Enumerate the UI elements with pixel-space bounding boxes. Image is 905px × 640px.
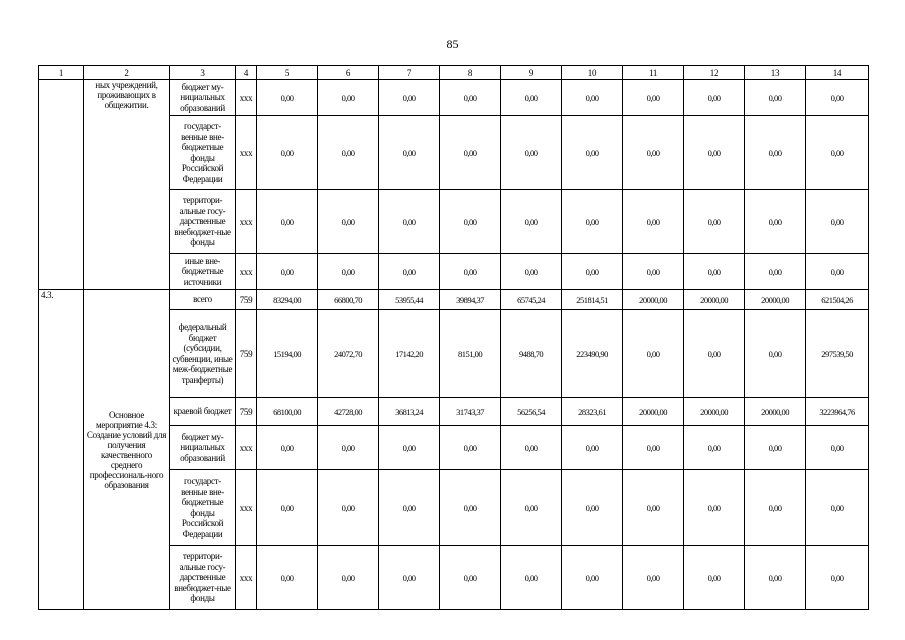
value-cell: 0,00: [318, 426, 379, 470]
value-cell: 0,00: [623, 254, 684, 290]
budget-code-cell: ххх: [236, 546, 257, 610]
budget-code-cell: ххх: [236, 80, 257, 116]
value-cell: 0,00: [806, 546, 869, 610]
value-cell: 0,00: [440, 116, 501, 190]
value-cell: 223490,90: [562, 310, 623, 398]
value-cell: 0,00: [440, 80, 501, 116]
column-header: 9: [501, 66, 562, 80]
value-cell: 0,00: [684, 546, 745, 610]
column-header: 1: [39, 66, 84, 80]
value-cell: 0,00: [440, 190, 501, 254]
value-cell: 251814,51: [562, 290, 623, 310]
value-cell: 0,00: [745, 310, 806, 398]
value-cell: 20000,00: [623, 290, 684, 310]
value-cell: 0,00: [257, 426, 318, 470]
value-cell: 0,00: [623, 80, 684, 116]
value-cell: 0,00: [501, 254, 562, 290]
value-cell: 0,00: [623, 190, 684, 254]
value-cell: 0,00: [501, 80, 562, 116]
value-cell: 0,00: [806, 116, 869, 190]
value-cell: 0,00: [440, 470, 501, 546]
column-header: 14: [806, 66, 869, 80]
value-cell: 0,00: [745, 116, 806, 190]
value-cell: 0,00: [623, 546, 684, 610]
value-cell: 0,00: [806, 470, 869, 546]
value-cell: 0,00: [440, 254, 501, 290]
value-cell: 0,00: [623, 470, 684, 546]
activity-name-cell: ных учреждений, проживающих в общежитии.: [84, 80, 170, 290]
value-cell: 0,00: [318, 546, 379, 610]
value-cell: 0,00: [379, 426, 440, 470]
column-header: 12: [684, 66, 745, 80]
value-cell: 0,00: [379, 190, 440, 254]
value-cell: 0,00: [379, 470, 440, 546]
column-header: 3: [170, 66, 236, 80]
funding-source-cell: всего: [170, 290, 236, 310]
value-cell: 66800,70: [318, 290, 379, 310]
value-cell: 0,00: [257, 116, 318, 190]
value-cell: 0,00: [562, 470, 623, 546]
column-header: 6: [318, 66, 379, 80]
header-row: [39, 66, 869, 80]
funding-source-cell: государст-венные вне-бюджетные фонды Российской Федерации: [170, 470, 236, 546]
value-cell: 0,00: [501, 116, 562, 190]
budget-code-cell: 759: [236, 310, 257, 398]
budget-code-cell: ххх: [236, 116, 257, 190]
value-cell: 0,00: [318, 116, 379, 190]
funding-source-cell: государст-венные вне-бюджетные фонды Российской Федерации: [170, 116, 236, 190]
value-cell: 0,00: [623, 116, 684, 190]
budget-code-cell: ххх: [236, 190, 257, 254]
value-cell: 0,00: [501, 546, 562, 610]
budget-code-cell: ххх: [236, 426, 257, 470]
value-cell: 0,00: [562, 116, 623, 190]
value-cell: 0,00: [684, 254, 745, 290]
value-cell: 20000,00: [684, 398, 745, 426]
value-cell: 20000,00: [623, 398, 684, 426]
value-cell: 39894,37: [440, 290, 501, 310]
item-number-cell: [39, 80, 84, 290]
value-cell: 56256,54: [501, 398, 562, 426]
value-cell: 0,00: [562, 80, 623, 116]
value-cell: 0,00: [745, 254, 806, 290]
value-cell: 0,00: [318, 470, 379, 546]
value-cell: 0,00: [257, 190, 318, 254]
column-header: 4: [236, 66, 257, 80]
value-cell: 0,00: [379, 546, 440, 610]
value-cell: 9488,70: [501, 310, 562, 398]
value-cell: 15194,00: [257, 310, 318, 398]
column-header: 5: [257, 66, 318, 80]
value-cell: 17142,20: [379, 310, 440, 398]
funding-source-cell: бюджет му-нициальных образований: [170, 80, 236, 116]
value-cell: 297539,50: [806, 310, 869, 398]
value-cell: 0,00: [440, 546, 501, 610]
funding-source-cell: федеральный бюджет (субсидии, субвенции, иные меж-бюджетные транферты): [170, 310, 236, 398]
value-cell: 0,00: [684, 190, 745, 254]
value-cell: 0,00: [440, 426, 501, 470]
budget-code-cell: 759: [236, 398, 257, 426]
value-cell: 0,00: [379, 80, 440, 116]
value-cell: 0,00: [684, 470, 745, 546]
table-row: [39, 80, 869, 116]
value-cell: 0,00: [745, 546, 806, 610]
value-cell: 0,00: [745, 80, 806, 116]
value-cell: 53955,44: [379, 290, 440, 310]
budget-code-cell: 759: [236, 290, 257, 310]
value-cell: 0,00: [562, 426, 623, 470]
value-cell: 621504,26: [806, 290, 869, 310]
value-cell: 0,00: [806, 80, 869, 116]
funding-source-cell: территори-альные госу-дарственные внебюджет-ные фонды: [170, 546, 236, 610]
value-cell: 0,00: [501, 426, 562, 470]
value-cell: 0,00: [745, 470, 806, 546]
value-cell: 0,00: [257, 470, 318, 546]
column-header: 7: [379, 66, 440, 80]
value-cell: 0,00: [806, 254, 869, 290]
budget-code-cell: ххх: [236, 470, 257, 546]
value-cell: 20000,00: [745, 398, 806, 426]
value-cell: 24072,70: [318, 310, 379, 398]
value-cell: 0,00: [562, 546, 623, 610]
column-header: 8: [440, 66, 501, 80]
value-cell: 3223964,76: [806, 398, 869, 426]
value-cell: 0,00: [806, 426, 869, 470]
value-cell: 0,00: [379, 254, 440, 290]
column-header: 2: [84, 66, 170, 80]
funding-source-cell: территори-альные госу-дарственные внебюджет-ные фонды: [170, 190, 236, 254]
value-cell: 0,00: [745, 426, 806, 470]
value-cell: 65745,24: [501, 290, 562, 310]
value-cell: 0,00: [562, 254, 623, 290]
value-cell: 0,00: [806, 190, 869, 254]
value-cell: 28323,61: [562, 398, 623, 426]
value-cell: 0,00: [318, 254, 379, 290]
value-cell: 83294,00: [257, 290, 318, 310]
value-cell: 0,00: [257, 546, 318, 610]
value-cell: 0,00: [501, 190, 562, 254]
value-cell: 0,00: [257, 80, 318, 116]
value-cell: 0,00: [684, 80, 745, 116]
value-cell: 36813,24: [379, 398, 440, 426]
value-cell: 0,00: [562, 190, 623, 254]
budget-code-cell: ххх: [236, 254, 257, 290]
column-header: 13: [745, 66, 806, 80]
value-cell: 0,00: [623, 310, 684, 398]
activity-name-cell: Основное мероприятие 4.3: Создание условий для получения качественного среднего профессиональ-ного образования: [84, 290, 170, 610]
column-header: 11: [623, 66, 684, 80]
value-cell: 0,00: [318, 190, 379, 254]
column-header: 10: [562, 66, 623, 80]
funding-source-cell: бюджет му-нициальных образований: [170, 426, 236, 470]
value-cell: 0,00: [379, 116, 440, 190]
value-cell: 0,00: [745, 190, 806, 254]
value-cell: 8151,00: [440, 310, 501, 398]
value-cell: 0,00: [684, 116, 745, 190]
value-cell: 0,00: [257, 254, 318, 290]
value-cell: 0,00: [684, 426, 745, 470]
value-cell: 0,00: [684, 310, 745, 398]
funding-source-cell: иные вне-бюджетные источники: [170, 254, 236, 290]
value-cell: 20000,00: [745, 290, 806, 310]
budget-table: [38, 65, 869, 610]
table-row: [39, 290, 869, 310]
funding-source-cell: краевой бюджет: [170, 398, 236, 426]
value-cell: 42728,00: [318, 398, 379, 426]
value-cell: 68100,00: [257, 398, 318, 426]
value-cell: 31743,37: [440, 398, 501, 426]
value-cell: 20000,00: [684, 290, 745, 310]
item-number-cell: 4.3.: [39, 290, 84, 610]
value-cell: 0,00: [318, 80, 379, 116]
value-cell: 0,00: [501, 470, 562, 546]
value-cell: 0,00: [623, 426, 684, 470]
page-number: 85: [446, 37, 459, 51]
